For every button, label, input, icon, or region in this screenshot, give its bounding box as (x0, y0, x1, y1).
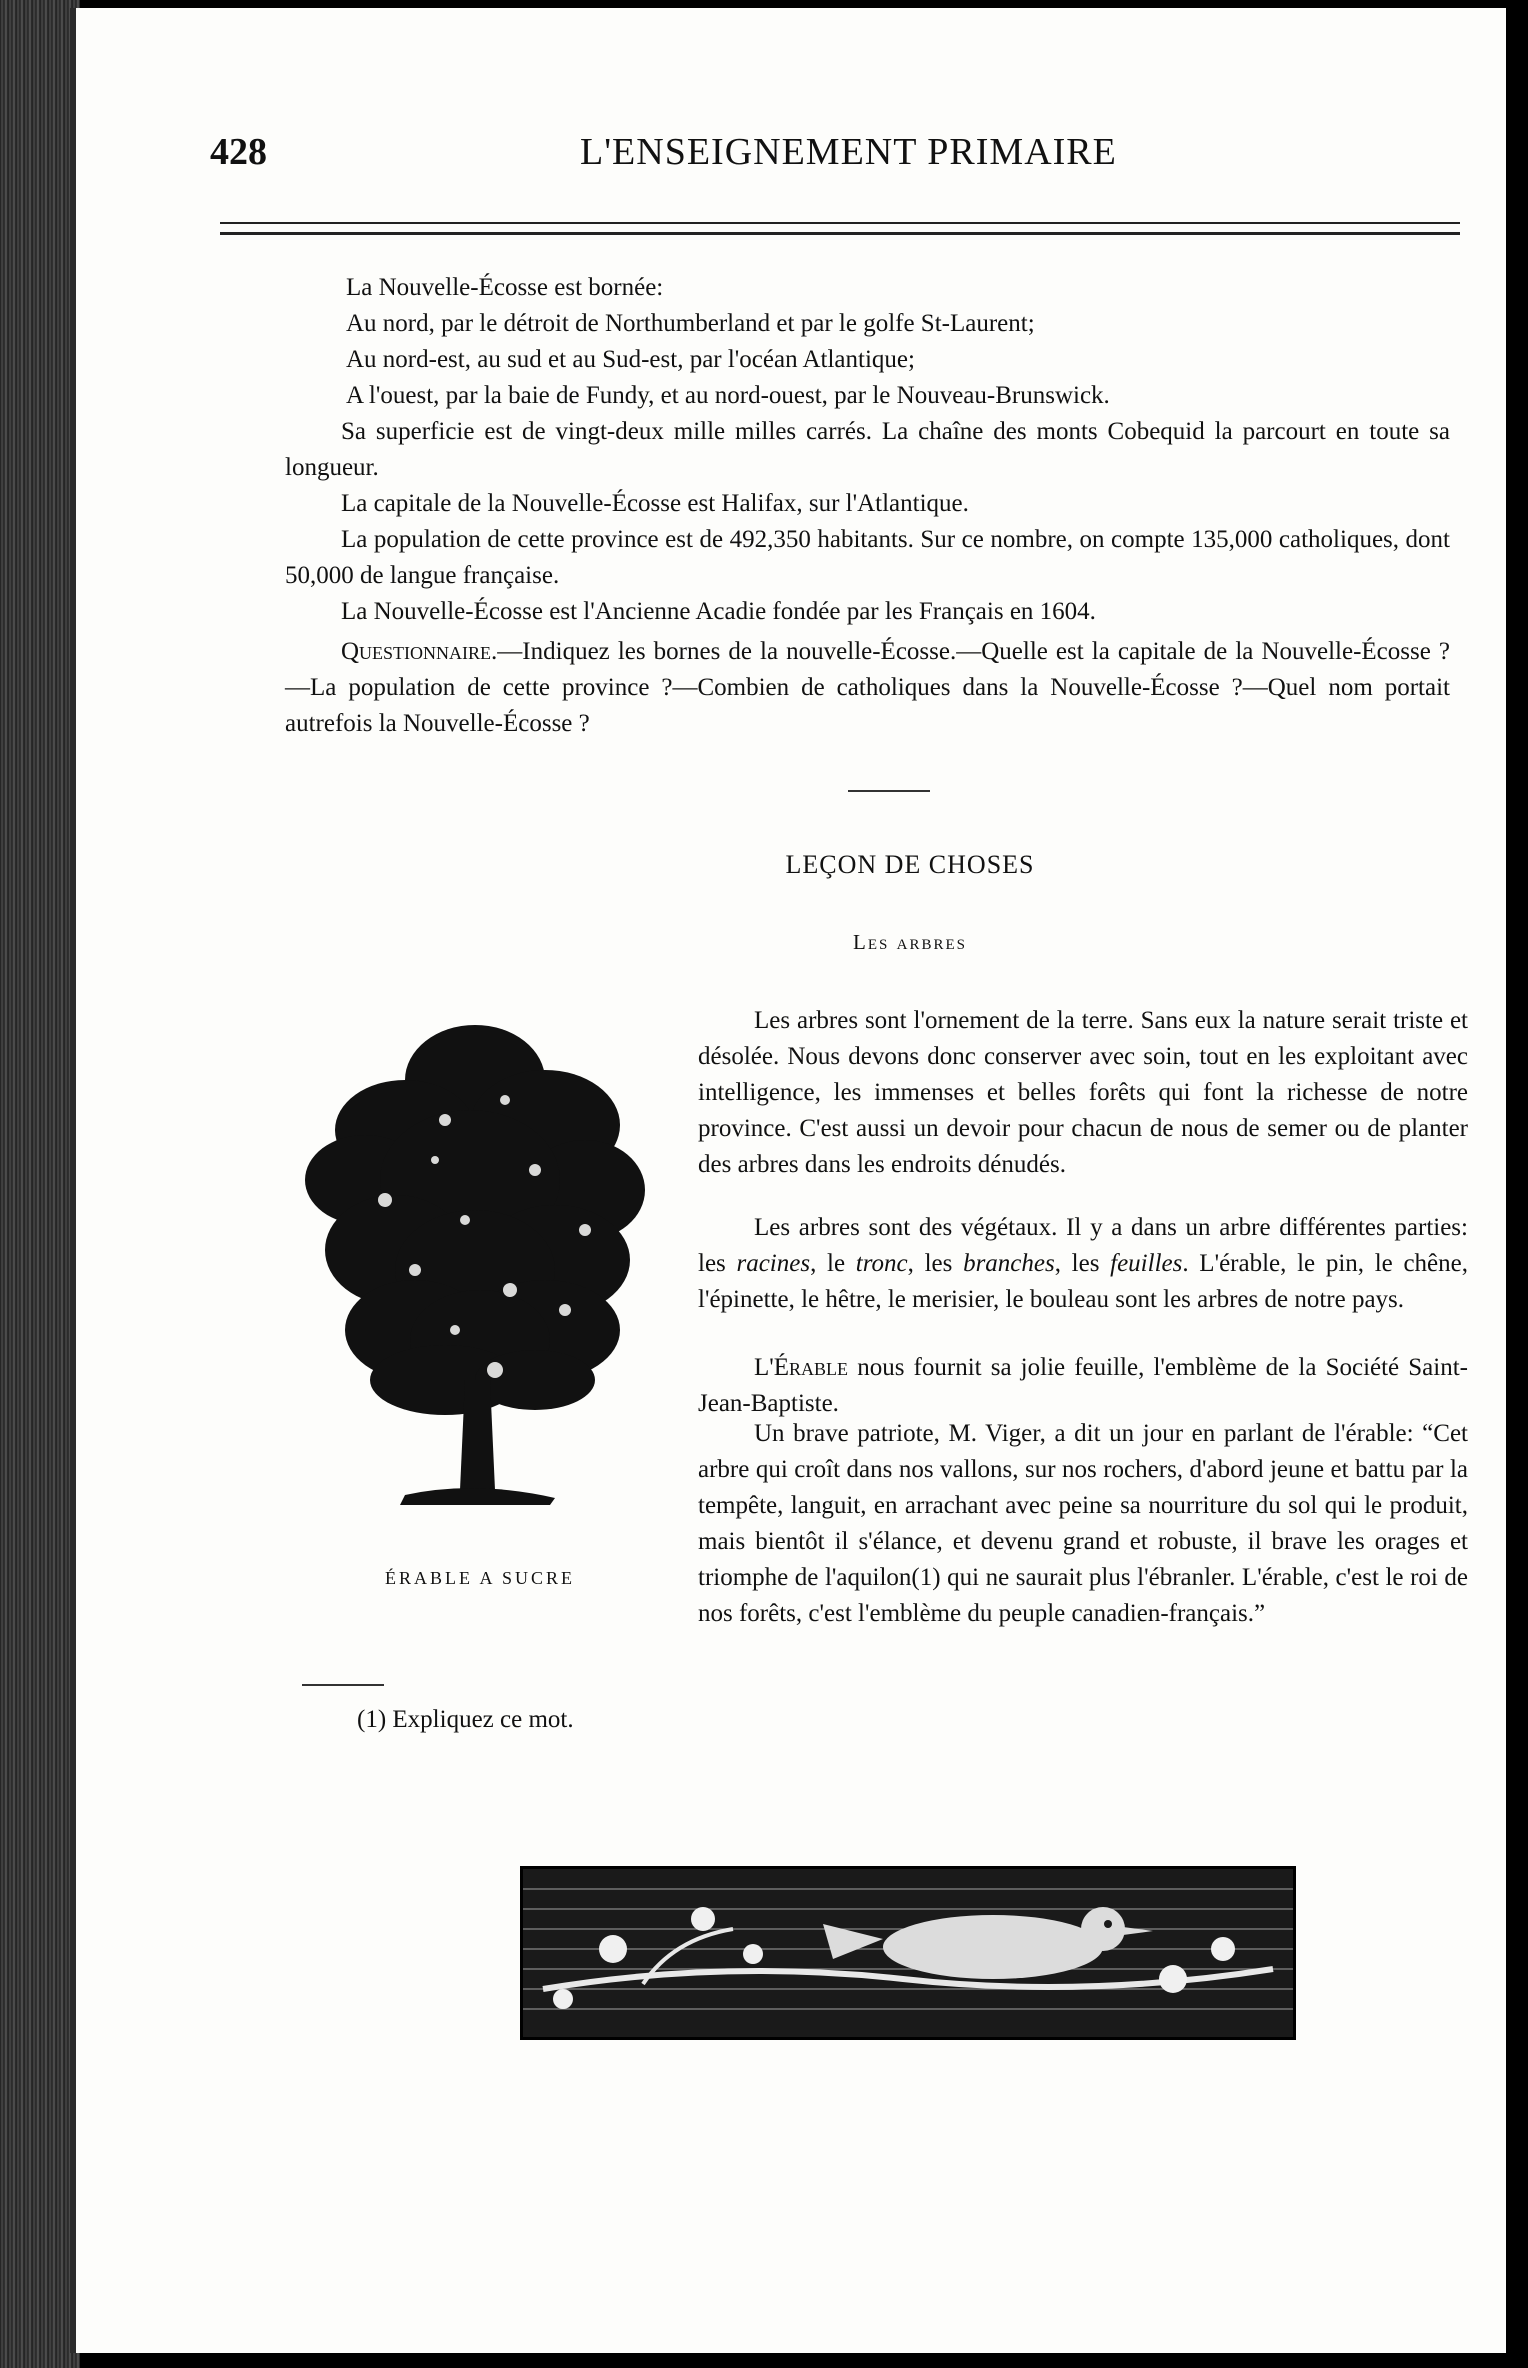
questionnaire (285, 634, 1450, 742)
term-branches: branches (963, 1250, 1055, 1277)
boundary-east: Au nord-est, au sud et au Sud-est, par l'océan Atlantique; (346, 346, 915, 373)
bird-vignette-illustration (520, 1866, 1296, 2040)
lesson-para1-text: Les arbres sont l'ornement de la terre. Sans eux la nature serait triste et désolée. Nous devons donc conserver avec soin, tout en les exploitant avec intelligence, les immenses et belles forêts qui font la richesse de notre province. C'est aussi un devoir pour chacun de nous de semer ou de planter des arbres dans les endroits dénudés. (698, 1007, 1468, 1178)
footnote-rule (302, 1684, 384, 1686)
lesson-subtitle: Les arbres (853, 930, 967, 954)
term-tronc: tronc (855, 1250, 908, 1277)
questionnaire-label: Questionnaire. (341, 638, 498, 665)
viger-quote: Un brave patriote, M. Viger, a dit un jour en parlant de l'érable: “Cet arbre qui croît dans nos vallons, sur nos rochers, d'abord jeune et battu par la tempête, languit, en arrachant avec peine sa nourriture du sol qui le produit, mais bientôt il s'élance, et devenu grand et robuste, il brave les orages et triomphe de l'aquilon(1) qui ne saurait plus l'ébranler. L'érable, c'est le roi de nos forêts, c'est l'emblème du peuple canadien-français.” (698, 1420, 1468, 1627)
para2-text-d: , les (1054, 1250, 1111, 1277)
book-page-edges (0, 0, 80, 2368)
para3-text: nous fournit sa jolie feuille, l'emblème de la Société Saint-Jean-Baptiste. (698, 1354, 1468, 1417)
geography-section (290, 270, 1450, 414)
population-text: La population de cette province est de 492,350 habitants. Sur ce nombre, on compte 135,000 catholiques, dont 50,000 de langue française. (285, 526, 1450, 589)
lesson-paragraph-3 (698, 1350, 1468, 1422)
boundary-west: A l'ouest, par la baie de Fundy, et au nord-ouest, par le Nouveau-Brunswick. (346, 382, 1110, 409)
para2-text-e: . L'érable, le pin, le chêne, l'épinette, le hêtre, le merisier, le bouleau sont les arbres de notre pays. (698, 1250, 1469, 1313)
boundaries-heading: La Nouvelle-Écosse est bornée: (346, 274, 664, 301)
population-paragraph (285, 522, 1450, 594)
page-header (210, 130, 1460, 180)
section-separator (848, 790, 930, 792)
capitale-paragraph (285, 486, 1450, 522)
lesson-title: LEÇON DE CHOSES (785, 850, 1035, 879)
footnote: (1) Expliquez ce mot. (357, 1706, 574, 1733)
questionnaire-text: —Indiquez les bornes de la nouvelle-Écosse.—Quelle est la capitale de la Nouvelle-Écosse ?—La population de cette province ?—Combien de catholiques dans la Nouvelle-Écosse ?—Quel nom portait autrefois la Nouvelle-Écosse ? (285, 638, 1450, 737)
page-number: 428 (210, 131, 267, 173)
lesson-paragraph-4 (300, 1416, 1468, 1632)
acadie-paragraph (285, 594, 1450, 630)
superficie-text: Sa superficie est de vingt-deux mille milles carrés. La chaîne des monts Cobequid la parcourt en toute sa longueur. (285, 418, 1450, 481)
capitale-text: La capitale de la Nouvelle-Écosse est Halifax, sur l'Atlantique. (341, 490, 969, 517)
lesson-paragraph-1 (698, 1003, 1468, 1183)
term-feuilles: feuilles (1110, 1250, 1183, 1277)
figure-caption: ÉRABLE A SUCRE (384, 1568, 576, 1588)
para2-text-c: , les (907, 1250, 964, 1277)
para2-text-b: , le (810, 1250, 856, 1277)
term-racines: racines (736, 1250, 811, 1277)
acadie-text: La Nouvelle-Écosse est l'Ancienne Acadie fondée par les Français en 1604. (341, 598, 1096, 625)
para2-text-a: Les arbres sont des végétaux. Il y a dans un arbre différentes parties: les (698, 1214, 1468, 1277)
running-title: L'ENSEIGNEMENT PRIMAIRE (580, 131, 1117, 173)
header-rule (220, 222, 1460, 235)
para3-lead: L'Érable (754, 1354, 849, 1381)
lesson-paragraph-2 (698, 1210, 1468, 1318)
boundary-north: Au nord, par le détroit de Northumberland et par le golfe St-Laurent; (346, 310, 1035, 337)
superficie-paragraph (285, 414, 1450, 486)
